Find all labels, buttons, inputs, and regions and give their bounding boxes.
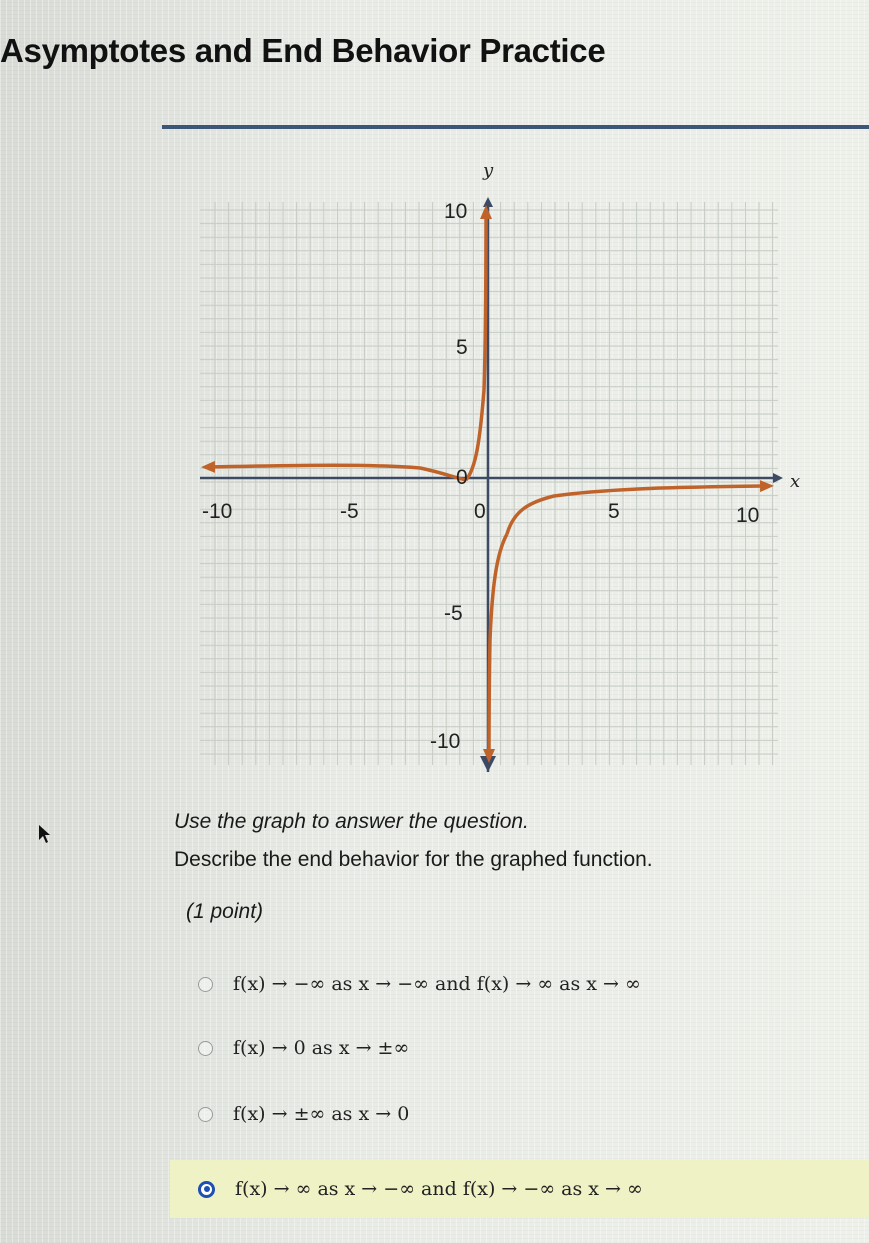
answer-option-2[interactable]	[170, 1019, 869, 1077]
function-graph	[150, 150, 830, 790]
answer-option-1[interactable]	[170, 955, 869, 1013]
radio-button-selected[interactable]	[198, 1181, 215, 1198]
y-axis-arrow-down	[480, 756, 496, 772]
radio-button[interactable]	[198, 1041, 213, 1056]
option-label: f(x) → 0 as x → ±∞	[233, 1037, 410, 1059]
question-instruction: Use the graph to answer the question.	[174, 810, 529, 833]
y-tick-label: -5	[444, 602, 463, 625]
question-prompt: Describe the end behavior for the graphed function.	[174, 848, 653, 871]
option-label: f(x) → −∞ as x → −∞ and f(x) → ∞ as x → ∞	[233, 973, 641, 995]
radio-button[interactable]	[198, 1107, 213, 1122]
title-divider	[162, 125, 869, 129]
page-title: Asymptotes and End Behavior Practice	[0, 32, 606, 69]
y-tick-label: 10	[444, 200, 468, 223]
answer-option-4[interactable]	[170, 1160, 869, 1218]
x-axis-label: x	[790, 471, 801, 492]
option-label: f(x) → ∞ as x → −∞ and f(x) → −∞ as x → ∞	[235, 1178, 643, 1200]
option-label: f(x) → ±∞ as x → 0	[233, 1103, 410, 1125]
x-tick-label: 5	[608, 500, 620, 523]
answer-option-3[interactable]	[170, 1085, 869, 1143]
x-tick-label: 0	[474, 500, 486, 523]
x-tick-label: -5	[340, 500, 359, 523]
x-tick-label: -10	[202, 500, 233, 523]
x-tick-label: 10	[736, 504, 760, 527]
radio-button[interactable]	[198, 977, 213, 992]
mouse-pointer-icon	[38, 824, 52, 844]
y-axis-label: y	[483, 160, 494, 181]
y-tick-label: 5	[456, 336, 468, 359]
question-points: (1 point)	[186, 900, 264, 923]
y-tick-label: -10	[430, 730, 461, 753]
y-tick-label: 0	[456, 466, 468, 489]
